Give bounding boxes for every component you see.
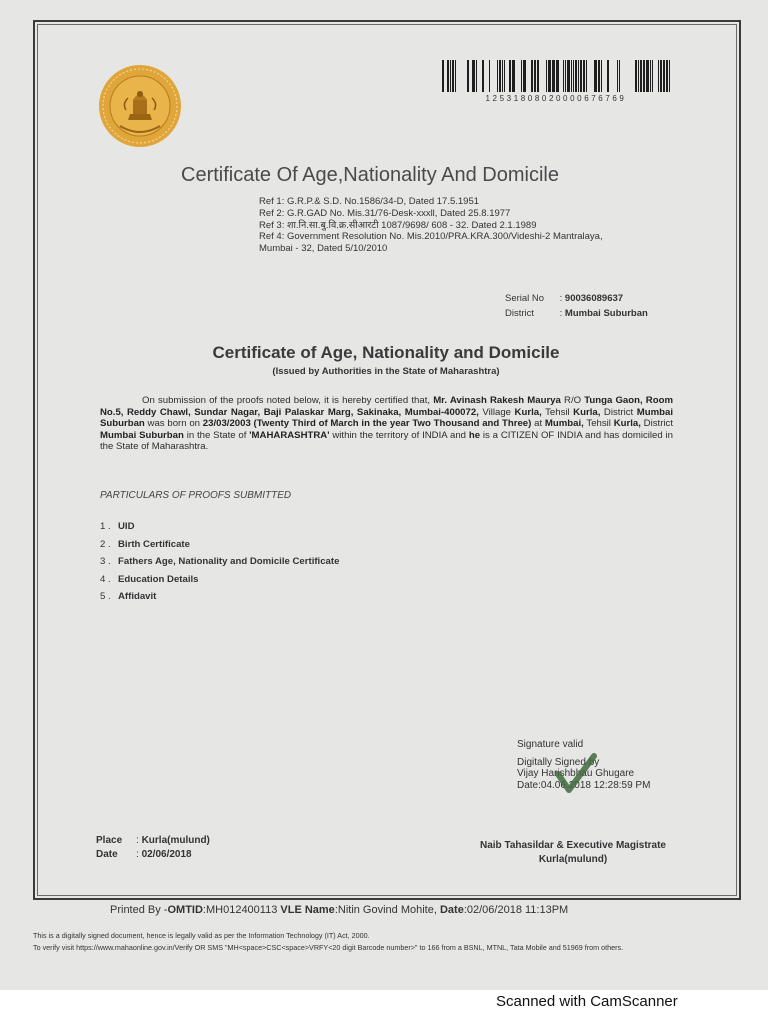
ref-line: Ref 2: G.R.GAD No. Mis.31/76-Desk-xxxll, Dated 25.8.1977	[259, 207, 511, 219]
body-intro: On submission of the proofs noted below, it is hereby certified that,	[142, 395, 431, 406]
barcode-bar	[489, 60, 490, 92]
barcode-bar	[546, 60, 547, 92]
barcode-bar	[660, 60, 662, 92]
barcode-bar	[455, 60, 456, 92]
birth-place: Mumbai,	[544, 418, 584, 430]
proofs-heading: PARTICULARS OF PROOFS SUBMITTED	[100, 490, 292, 501]
printed-date-value: :02/06/2018 11:13PM	[463, 904, 569, 916]
signature-digitally: Digitally Signed by	[517, 756, 600, 768]
barcode-bar	[452, 60, 454, 92]
scanner-watermark: Scanned with CamScanner	[496, 993, 678, 1010]
state-value: 'MAHARASHTRA'	[249, 429, 330, 441]
barcode-bar	[652, 60, 653, 92]
printed-by-label: Printed By -	[110, 904, 168, 916]
serial-district-block: Serial No : 90036089637 District : Mumbai Suburban	[505, 293, 648, 319]
barcode-bar	[450, 60, 451, 92]
district-value-body: Mumbai Suburban	[100, 406, 673, 430]
barcode-bar	[666, 60, 668, 92]
list-item: 3 . Fathers Age, Nationality and Domicile Certificate	[100, 556, 340, 567]
district2-label: District	[643, 418, 673, 430]
district-label-body: District	[603, 406, 634, 418]
barcode-bar	[567, 60, 570, 92]
pronoun: he	[468, 429, 481, 441]
barcode-bar	[643, 60, 645, 92]
issued-by-note: (Issued by Authorities in the State of Maharashtra)	[272, 366, 500, 377]
district2-value: Mumbai Suburban	[100, 429, 184, 441]
born-text: was born on	[147, 418, 201, 430]
barcode-bar	[638, 60, 639, 92]
signature-date: Date:04.06.2018 12:28:59 PM	[517, 779, 651, 791]
barcode-bar	[575, 60, 577, 92]
maharashtra-seal-icon	[98, 64, 182, 148]
barcode-bar	[586, 60, 587, 92]
barcode-bar	[521, 60, 522, 92]
ref-line: Mumbai - 32, Dated 5/10/2010	[259, 243, 388, 255]
barcode-bar	[601, 60, 602, 92]
barcode-bar	[594, 60, 597, 92]
vle-label: VLE Name	[280, 904, 335, 916]
serial-value: 90036089637	[564, 293, 624, 304]
village-label: Village	[482, 406, 512, 418]
applicant-address: Tunga Gaon, Room No.5, Reddy Chawl, Sundar Nagar, Baji Palaskar Marg, Sakinaka, Mumbai-400072,	[100, 395, 673, 418]
place-value: Kurla(mulund)	[141, 835, 210, 846]
barcode-bar	[523, 60, 526, 92]
barcode-bar	[607, 60, 609, 92]
barcode-image	[442, 60, 670, 92]
list-item: 1 . UID	[100, 521, 135, 532]
barcode-bar	[499, 60, 501, 92]
tehsil2-label: Tehsil	[586, 418, 611, 430]
date-value: 02/06/2018	[141, 848, 192, 860]
barcode-bar	[658, 60, 659, 92]
signer-name: Vijay Harishbhau Ghugare	[517, 768, 635, 779]
legal-line-1: This is a digitally signed document, hence is legally valid as per the Information Technology (IT) Act, 2000.	[33, 931, 370, 940]
barcode-bar	[646, 60, 649, 92]
barcode-bar	[552, 60, 555, 92]
page-title: Certificate Of Age,Nationality And Domicile	[181, 164, 559, 186]
barcode-bar	[531, 60, 533, 92]
barcode-bar	[598, 60, 600, 92]
tehsil2-value: Kurla,	[613, 418, 641, 430]
ref-line: Ref 4: Government Resolution No. Mis.2010/PRA.KRA.300/Videshi-2 Mantralaya,	[259, 231, 603, 243]
barcode-bar	[663, 60, 665, 92]
check-mark-icon	[555, 752, 597, 796]
barcode-bar	[534, 60, 536, 92]
place-date-block: Place : Kurla(mulund) Date : 02/06/2018	[96, 835, 210, 860]
list-item: 5 . Affidavit	[100, 591, 157, 602]
references-list	[259, 196, 679, 255]
barcode-bar	[580, 60, 582, 92]
vle-value: :Nitin Govind Mohite,	[334, 904, 437, 916]
tehsil-value: Kurla,	[573, 406, 601, 418]
barcode-bar	[565, 60, 566, 92]
district-label: District	[505, 308, 535, 319]
omtid-label: OMTID	[167, 904, 203, 916]
date-label: Date	[96, 848, 118, 860]
barcode-bar	[635, 60, 637, 92]
barcode-bar	[497, 60, 498, 92]
certificate-body	[100, 395, 673, 453]
certificate-subtitle: Certificate of Age, Nationality and Domicile	[212, 343, 560, 362]
barcode-bar	[583, 60, 585, 92]
barcode-bar	[537, 60, 539, 92]
ro-label: R/O	[564, 395, 582, 406]
barcode-bar	[447, 60, 449, 92]
barcode-bar	[512, 60, 515, 92]
omtid-value: :MH012400113	[202, 904, 278, 916]
barcode-bar	[571, 60, 572, 92]
at-text: at	[534, 418, 543, 430]
barcode-bar	[640, 60, 642, 92]
applicant-name: Mr. Avinash Rakesh Maurya	[433, 395, 561, 406]
barcode-bar	[509, 60, 511, 92]
barcode-bar	[548, 60, 551, 92]
legal-footer	[33, 930, 745, 955]
barcode-bar	[476, 60, 477, 92]
barcode-bar	[578, 60, 579, 92]
barcode-bar	[573, 60, 574, 92]
tehsil-label: Tehsil	[545, 406, 570, 418]
barcode-bar	[563, 60, 564, 92]
barcode-bar	[617, 60, 618, 92]
officer-title: Naib Tahasildar & Executive Magistrate	[480, 840, 666, 851]
barcode-bar	[502, 60, 503, 92]
ref-line: Ref 1: G.R.P.& S.D. No.1586/34-D, Dated 17.5.1951	[259, 196, 480, 207]
legal-line-2: To verify visit https://www.mahaonline.gov.in/Verify OR SMS "MH<space>CSC<space>VRFY<20 digit Barcode number>" to 166 from a BSNL, MTNL, Tata Mobile and 51969 from others.	[33, 943, 624, 953]
barcode-bar	[482, 60, 484, 92]
serial-label: Serial No	[505, 293, 545, 304]
barcode-bar	[650, 60, 651, 92]
barcode-bar	[472, 60, 475, 92]
village-value: Kurla,	[514, 406, 542, 418]
barcode-bar	[442, 60, 444, 92]
printed-date-label: Date	[439, 904, 464, 916]
barcode-bar	[556, 60, 559, 92]
territory-text: within the territory of INDIA and	[332, 429, 466, 441]
barcode-number: 12531808020000676769	[485, 94, 627, 103]
ref-line: Ref 3: शा.नि.सा.बु.वि.क्र.सीआरटी 1087/9698/ 608 - 32. Dated 2.1.1989	[259, 219, 537, 231]
district-value: Mumbai Suburban	[564, 308, 648, 319]
issuing-officer	[440, 839, 706, 867]
barcode-bar	[669, 60, 670, 92]
barcode-bar	[504, 60, 505, 92]
list-item: 2 . Birth Certificate	[100, 538, 190, 550]
list-item: 4 . Education Details	[100, 573, 199, 585]
signature-valid: Signature valid	[517, 739, 584, 750]
printed-by-row	[110, 904, 568, 916]
place-label: Place	[96, 835, 123, 846]
proofs-list	[100, 518, 339, 606]
state-text: in the State of	[186, 429, 247, 441]
citizen-text: is a CITIZEN OF INDIA and has domiciled in the State of Maharashtra.	[100, 429, 674, 453]
barcode-bar	[467, 60, 469, 92]
officer-location: Kurla(mulund)	[538, 854, 608, 865]
date-of-birth: 23/03/2003 (Twenty Third of March in the year Two Thousand and Three)	[202, 418, 532, 430]
barcode-bar	[619, 60, 620, 92]
